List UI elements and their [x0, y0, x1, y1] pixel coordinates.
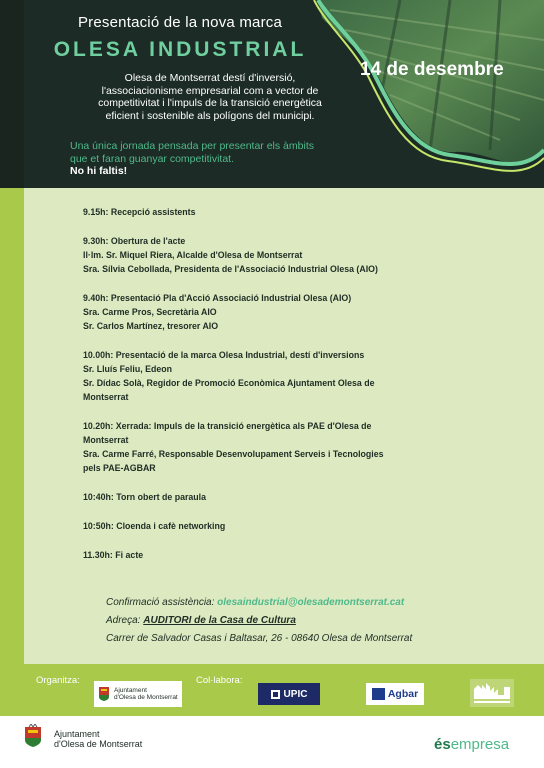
crest-icon — [24, 724, 42, 748]
empresa-logo-text: empresa — [450, 736, 510, 753]
header-left-stripe — [0, 0, 24, 188]
agenda-line: 10.20h: Xerrada: Impuls de la transició energètica als PAE d'Olesa de — [83, 421, 372, 431]
header-title: Presentació de la nova marca — [77, 14, 283, 31]
colabora-label: Col·labora: — [196, 675, 243, 686]
description-line: eficient i sostenible als polígons del municipi. — [105, 109, 315, 122]
description-line: l'associacionisme empresarial com a vector de — [101, 84, 319, 97]
agenda-line: pels PAE-AGBAR — [83, 463, 156, 473]
agenda-line: Sr. Dídac Solà, Regidor de Promoció Econòmica Ajuntament Olesa de — [83, 378, 375, 388]
agenda-item — [83, 519, 473, 533]
agenda-item — [83, 205, 473, 219]
event-date: 14 de desembre — [360, 59, 504, 80]
venue-name: AUDITORI de la Casa de Cultura — [143, 615, 296, 626]
agenda-line: 11.30h: Fi acte — [83, 550, 144, 560]
confirmation-row — [106, 594, 526, 612]
crest-icon — [98, 686, 110, 702]
agenda-line: 10:50h: Cloenda i cafè networking — [83, 521, 226, 531]
footer-ajuntament-text — [54, 729, 142, 749]
agenda-line: Sr. Lluís Feliu, Edeon — [83, 364, 172, 374]
agenda-line: 9.15h: Recepció assistents — [83, 207, 196, 217]
ajuntament-logo-text — [114, 687, 178, 701]
logo-text-line: d'Olesa de Montserrat — [114, 694, 178, 701]
logo-text-line: Ajuntament — [114, 687, 147, 694]
email-link[interactable]: olesaindustrial@olesademontserrat.cat — [217, 597, 405, 608]
agbar-logo — [366, 683, 424, 705]
agenda-list — [83, 205, 473, 577]
header-banner — [0, 0, 544, 188]
call-to-action: No hi faltis! — [70, 165, 128, 177]
footer-text-line: Ajuntament — [54, 729, 100, 739]
agenda-line: 9.40h: Presentació Pla d'Acció Associació Industrial Olesa (AIO) — [83, 293, 352, 303]
es-empresa-logo — [434, 736, 509, 753]
agenda-item — [83, 548, 473, 562]
address-row — [106, 612, 526, 630]
description-line: Olesa de Montserrat destí d'inversió, — [124, 72, 296, 84]
footer — [0, 716, 544, 768]
agenda-line: Il·lm. Sr. Miquel Riera, Alcalde d'Olesa de Montserrat — [83, 250, 303, 260]
agenda-line: 9.30h: Obertura de l'acte — [83, 236, 186, 246]
agenda-item — [83, 419, 473, 475]
industrial-association-logo — [470, 679, 514, 707]
agbar-mark-icon — [372, 688, 385, 700]
agenda-item — [83, 291, 473, 333]
agenda-line: 10.00h: Presentació de la marca Olesa Industrial, destí d'inversions — [83, 350, 365, 360]
agenda-line: Montserrat — [83, 435, 129, 445]
agenda-item — [83, 490, 473, 504]
agenda-line: Sra. Carme Farré, Responsable Desenvolupament Serveis i Tecnologies — [83, 449, 384, 459]
agenda-line: Sr. Carlos Martínez, tresorer AIO — [83, 321, 219, 331]
address-label: Adreça: — [106, 615, 141, 626]
brand-name: OLESA INDUSTRIAL — [53, 38, 307, 61]
agenda-item — [83, 348, 473, 404]
agenda-line: Sra. Sílvia Cebollada, Presidenta de l'Associació Industrial Olesa (AIO) — [83, 264, 378, 274]
ajuntament-logo — [94, 681, 182, 707]
agbar-logo-text: Agbar — [387, 688, 419, 700]
es-logo-text: és — [434, 736, 451, 753]
description-line: competitivitat i l'impuls de la transició energètica — [98, 97, 322, 109]
event-description — [70, 72, 350, 122]
agenda-line: Sra. Carme Pros, Secretària AIO — [83, 307, 217, 317]
partners-bar — [0, 664, 544, 716]
left-accent-bar — [0, 188, 24, 664]
event-tagline — [70, 140, 350, 165]
agenda-item — [83, 234, 473, 276]
street-address: Carrer de Salvador Casas i Baltasar, 26 - 08640 Olesa de Montserrat — [106, 633, 413, 644]
tagline-line: que et faran guanyar competitivitat. — [70, 152, 235, 165]
confirmation-label: Confirmació assistència: — [106, 597, 215, 608]
contact-info — [106, 594, 526, 648]
agenda-line: 10:40h: Torn obert de paraula — [83, 492, 207, 502]
upic-mark-icon — [271, 690, 280, 699]
tagline-line: Una única jornada pensada per presentar els àmbits — [70, 140, 314, 152]
organiza-label: Organitza: — [36, 675, 80, 686]
upic-logo — [258, 683, 320, 705]
agenda-line: Montserrat — [83, 392, 129, 402]
footer-text-line: d'Olesa de Montserrat — [54, 739, 143, 749]
upic-logo-text: UPIC — [283, 688, 308, 700]
